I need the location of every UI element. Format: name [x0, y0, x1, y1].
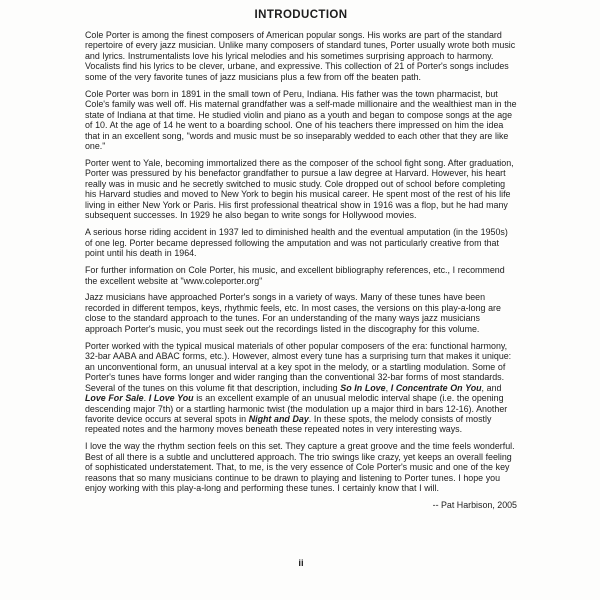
text-segment: I love the way the rhythm section feels on this set. They capture a great groove and the time feels wonderful. Best of all there is a subtle and uncluttered approach. The trio swings like crazy, yet keeps an overall feeling of sophisticated understatement. That, to me, is the very essence of Cole Porter's music and one of the key reasons that so many musicians continue to be drawn to playing and listening to Porter tunes. I hope you enjoy working with this play-a-long and performing these tunes. I certainly know that I will.: [85, 441, 515, 494]
tune-title: I Love You: [148, 393, 194, 404]
tune-title: So In Love: [340, 382, 386, 393]
text-segment: ,: [385, 382, 391, 393]
text-segment: Porter worked with the typical musical materials of other popular composers of the era: functional harmony, 32-bar AABA and ABAC forms, etc.). However, almost every tune has a surprising turn that makes it unique: an unconventional form, an unusual interval at a key spot in the melody, or a startling modulation. Some of Porter's tunes have forms longer and wider ranging than the conventional 32-bar forms of most standards. Several of the tunes on this volume fit that description, including: [85, 340, 512, 393]
text-segment: Cole Porter was born in 1891 in the small town of Peru, Indiana. His father was the town pharmacist, but Cole's family was well off. His maternal grandfather was a self-made millionaire and the wealthiest man in the state of Indiana at that time. He studied violin and piano as a youth and began to compose songs at the age of 10. At the age of 14 he went to a boarding school. One of his teachers there impressed on him the idea that in an excellent song, "words and music must be so inseparably wedded to each other that they are like one.": [85, 88, 517, 152]
text-segment: A serious horse riding accident in 1937 led to diminished health and the eventual amputation (in the 1950s) of one leg. Porter became depressed following the amputation and was not particularly creative from that point until his death in 1964.: [85, 227, 508, 259]
paragraph: [85, 227, 517, 258]
text-segment: , and: [481, 382, 502, 393]
tune-title: I Concentrate On You: [390, 382, 482, 393]
text-segment: . In these spots, the melody consists of mostly repeated notes and the harmony moves beneath these repeated notes in very interesting ways.: [85, 413, 492, 435]
page-number: ii: [298, 557, 304, 569]
paragraph: [85, 292, 517, 334]
tune-title: Love For Sale: [85, 393, 144, 404]
text-segment: For further information on Cole Porter, his music, and excellent bibliography references, etc., I recommend the excellent website at "www.coleporter.org": [85, 265, 505, 286]
paragraph: [85, 89, 517, 152]
paragraph: [85, 441, 517, 493]
paragraph: [85, 341, 517, 435]
paragraph: [85, 30, 517, 82]
text-segment: Cole Porter is among the finest composers of American popular songs. His works are part of the standard repertoire of every jazz musician. Unlike many composers of standard tunes, Porter usually wrote both music and lyrics. Instrumentalists love his lyrical melodies and his sometimes surprising approach to harmony. Vocalists find his lyrics to be clever, urbane, and expressive. This collection of 21 of Porter's songs includes some of the very favorite tunes of jazz musicians plus a few from off the beaten path.: [85, 30, 516, 82]
paragraph: [85, 265, 517, 286]
text-segment: .: [143, 393, 149, 404]
page-title: INTRODUCTION: [254, 9, 348, 21]
text-segment: is an excellent example of an unusual melodic interval shape (i.e. the opening descending major 7th) or a startling harmonic twist (the modulation up a major third in bars 12-16). Another favorite device occurs at several spots in: [85, 393, 508, 424]
text-segment: Jazz musicians have approached Porter's songs in a variety of ways. Many of these tunes have been recorded in different tempos, keys, rhythmic feels, etc. In most cases, the versions on this play-a-long are close to the standard approach to the tunes. For an understanding of the many ways jazz musicians approach Porter's music, you must seek out the recordings listed in the discography for this volume.: [85, 292, 501, 334]
author-signature: -- Pat Harbison, 2005: [432, 500, 517, 511]
text-segment: Porter went to Yale, becoming immortalized there as the composer of the school fight song. After graduation, Porter was pressured by his benefactor grandfather to pursue a law degree at Harvard. However, his heart really was in music and he secretly switched to music study. Cole dropped out of school before completing his Harvard studies and moved to New York to begin his musical career. He spent most of the rest of his life living in either New York or Paris. His first professional theatrical show in 1916 was a flop, but he had many subsequent successes. In 1929 he also began to write songs for Hollywood movies.: [85, 157, 514, 221]
tune-title: Night and Day: [248, 413, 309, 424]
paragraph: [85, 158, 517, 221]
document-body: [85, 30, 517, 494]
